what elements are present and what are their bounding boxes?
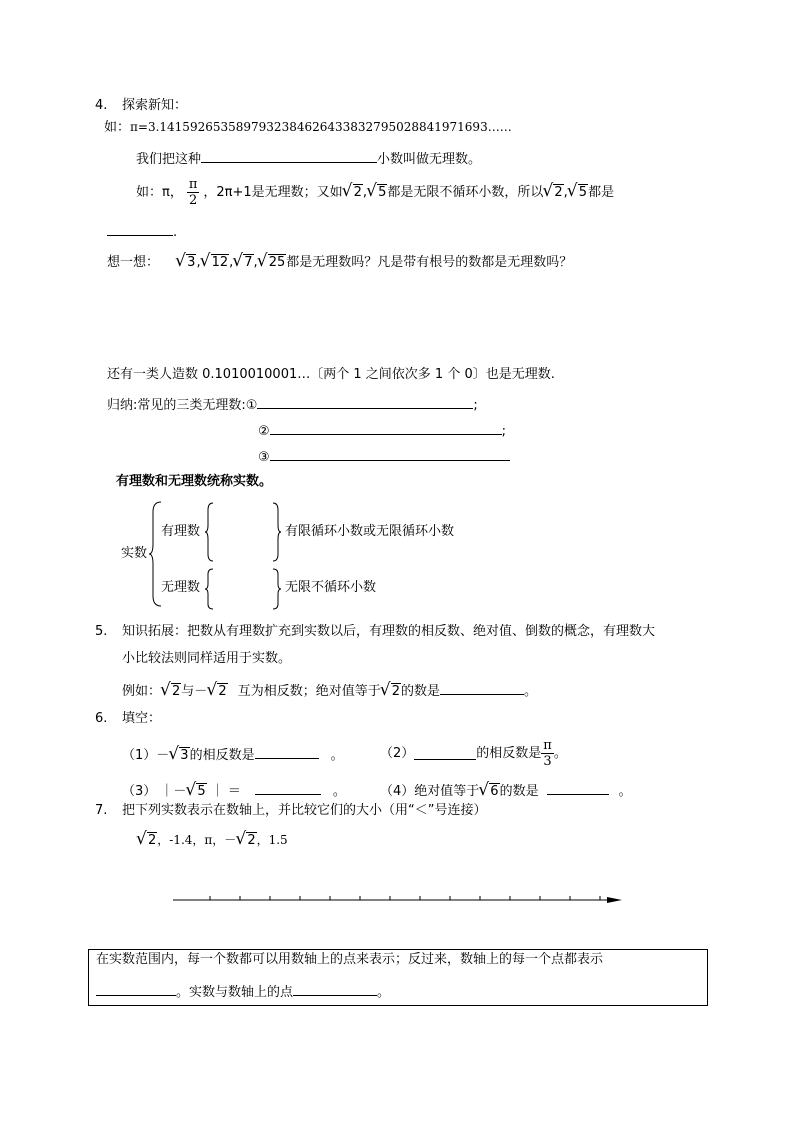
examples-middle: ，2π+1是无理数；又如 bbox=[203, 184, 343, 200]
section-4-number: 4. bbox=[95, 98, 108, 113]
summary-line-2: ② ; bbox=[258, 424, 507, 439]
question-2: （2） 的相反数是 $\frac{\pi}{3}$ 。 bbox=[380, 737, 567, 769]
rational-description: 有限循环小数或无限循环小数 bbox=[285, 524, 455, 539]
label-real-numbers: 实数 bbox=[121, 546, 148, 561]
summary-box-line-1: 在实数范围内，每一个数都可以用数轴上的点来表示；反过来，数轴上的每一个点都表示 bbox=[96, 952, 604, 967]
irrational-description: 无限不循环小数 bbox=[285, 580, 377, 595]
brace-rational-left bbox=[204, 502, 214, 562]
sqrt-3: √ 3 bbox=[177, 256, 196, 269]
section-5-line-2: 小比较法则同样适用于实数。 bbox=[122, 651, 292, 666]
summary-box-line-2: 。实数与数轴上的点 。 bbox=[96, 983, 390, 999]
sqrt-2-g: √ 2 bbox=[237, 834, 256, 847]
section-7-numbers: √ 2，-1.4，π，－√ 2，1.5 bbox=[137, 834, 288, 847]
sqrt-5-b: √ 5 bbox=[569, 186, 588, 199]
think-label: 想一想： bbox=[107, 255, 160, 270]
summary-blank-1[interactable] bbox=[257, 396, 473, 409]
sqrt-7: √ 7 bbox=[234, 256, 253, 269]
examples-claim: 都是无限不循环小数，所以 bbox=[387, 184, 544, 200]
definition-line bbox=[136, 150, 481, 166]
sqrt-2-f: √ 2 bbox=[138, 834, 157, 847]
section-5-line-1: 知识拓展：把数从有理数扩充到实数以后，有理数的相反数、绝对值、倒数的概念，有理数大 bbox=[122, 624, 656, 639]
sqrt-2: √ 2 bbox=[344, 186, 363, 199]
think-question: 都是无理数吗？凡是带有根号的数都是无理数吗？ bbox=[286, 255, 573, 270]
brace-irrational-left bbox=[204, 568, 214, 610]
sqrt-25: √ 25 bbox=[259, 256, 287, 269]
pi-value: π=3.1415926535897932384626433832795028841971693…… bbox=[130, 120, 512, 134]
section-7-text: 把下列实数表示在数轴上，并比较它们的大小（用“＜”号连接） bbox=[122, 803, 487, 818]
sqrt-5: √ 5 bbox=[368, 186, 387, 199]
sqrt-6: √ 6 bbox=[480, 785, 499, 798]
label-rational: 有理数 bbox=[161, 524, 201, 539]
section-5-blank[interactable] bbox=[440, 682, 524, 695]
definition-blank[interactable] bbox=[201, 150, 377, 163]
summary-label: 归纳:常见的三类无理数:① bbox=[107, 398, 258, 413]
examples-blank[interactable] bbox=[107, 223, 173, 236]
examples-end: 都是 bbox=[588, 184, 615, 200]
section-4-heading: 探索新知： bbox=[122, 98, 188, 113]
sqrt-2-b: √ 2 bbox=[544, 186, 563, 199]
number-line[interactable] bbox=[170, 892, 626, 908]
brace-rational-right bbox=[272, 502, 282, 562]
brace-real bbox=[148, 500, 162, 608]
summary-blank-3[interactable] bbox=[270, 448, 510, 461]
section-6-number: 6. bbox=[95, 711, 108, 726]
summary-box-blank-2[interactable] bbox=[293, 983, 377, 996]
section-6-heading: 填空： bbox=[122, 711, 162, 726]
examples-answer-line: . bbox=[107, 223, 177, 239]
question-4: （4）绝对值等于√ 6的数是 。 bbox=[380, 782, 632, 798]
examples-start: 如：π， bbox=[136, 184, 183, 200]
question-4-blank[interactable] bbox=[547, 782, 609, 795]
section-7-number: 7. bbox=[95, 803, 108, 818]
summary-line-1: 归纳:常见的三类无理数:① ; bbox=[107, 398, 478, 413]
summary-blank-2[interactable] bbox=[270, 422, 502, 435]
label-irrational: 无理数 bbox=[161, 580, 201, 595]
summary-box-blank-1[interactable] bbox=[96, 983, 176, 996]
number-line-arrow bbox=[607, 897, 622, 903]
artificial-number-line: 还有一类人造数 0.1010010001…〔两个 1 之间依次多 1 个 0〕也是无理数. bbox=[107, 367, 555, 382]
pi-prefix: 如： bbox=[104, 120, 131, 135]
sqrt-12: √ 12 bbox=[202, 256, 230, 269]
sqrt-2-c: √ 2 bbox=[162, 685, 181, 698]
question-3-blank[interactable] bbox=[255, 782, 321, 795]
definition-start: 我们把这种 bbox=[136, 152, 202, 167]
question-3: （3） ｜－√ 5 ｜ ＝ 。 bbox=[122, 782, 346, 798]
question-2-blank[interactable] bbox=[414, 747, 476, 760]
think-line: 想一想： √ 3,√ 12,√ 7,√ 25都是无理数吗？凡是带有根号的数都是无理数吗？ bbox=[107, 256, 572, 269]
pi-over-three-fraction: $\frac{\pi}{3}$ bbox=[543, 737, 552, 769]
summary-line-3: ③ bbox=[258, 448, 510, 464]
definition-end: 小数叫做无理数。 bbox=[377, 152, 482, 167]
number-line-ticks bbox=[173, 896, 614, 900]
sqrt-2-e: √ 2 bbox=[382, 685, 401, 698]
sqrt-3-b: √ 3 bbox=[170, 749, 189, 762]
question-1-blank[interactable] bbox=[255, 746, 319, 759]
real-number-definition: 有理数和无理数统称实数。 bbox=[116, 474, 273, 489]
pi-line bbox=[104, 121, 512, 134]
examples-line: 如：π， $\frac{\pi}{2}$ ，2π+1是无理数；又如 √ 2 , √ 5 都是无限不循环小数，所以 √ 2 , √ 5 都是 bbox=[136, 172, 614, 212]
sqrt-2-d: √ 2 bbox=[208, 685, 227, 698]
section-5-number: 5. bbox=[95, 624, 108, 639]
sqrt-5-b2: √ 5 bbox=[187, 785, 206, 798]
section-5-example: 例如：√ 2与－√ 2 互为相反数；绝对值等于√ 2的数是 。 bbox=[122, 682, 537, 698]
brace-irrational-right bbox=[272, 568, 282, 610]
question-1: （1）－√ 3的相反数是 。 bbox=[122, 746, 344, 762]
pi-over-two-fraction: $\frac{\pi}{2}$ bbox=[188, 176, 198, 208]
